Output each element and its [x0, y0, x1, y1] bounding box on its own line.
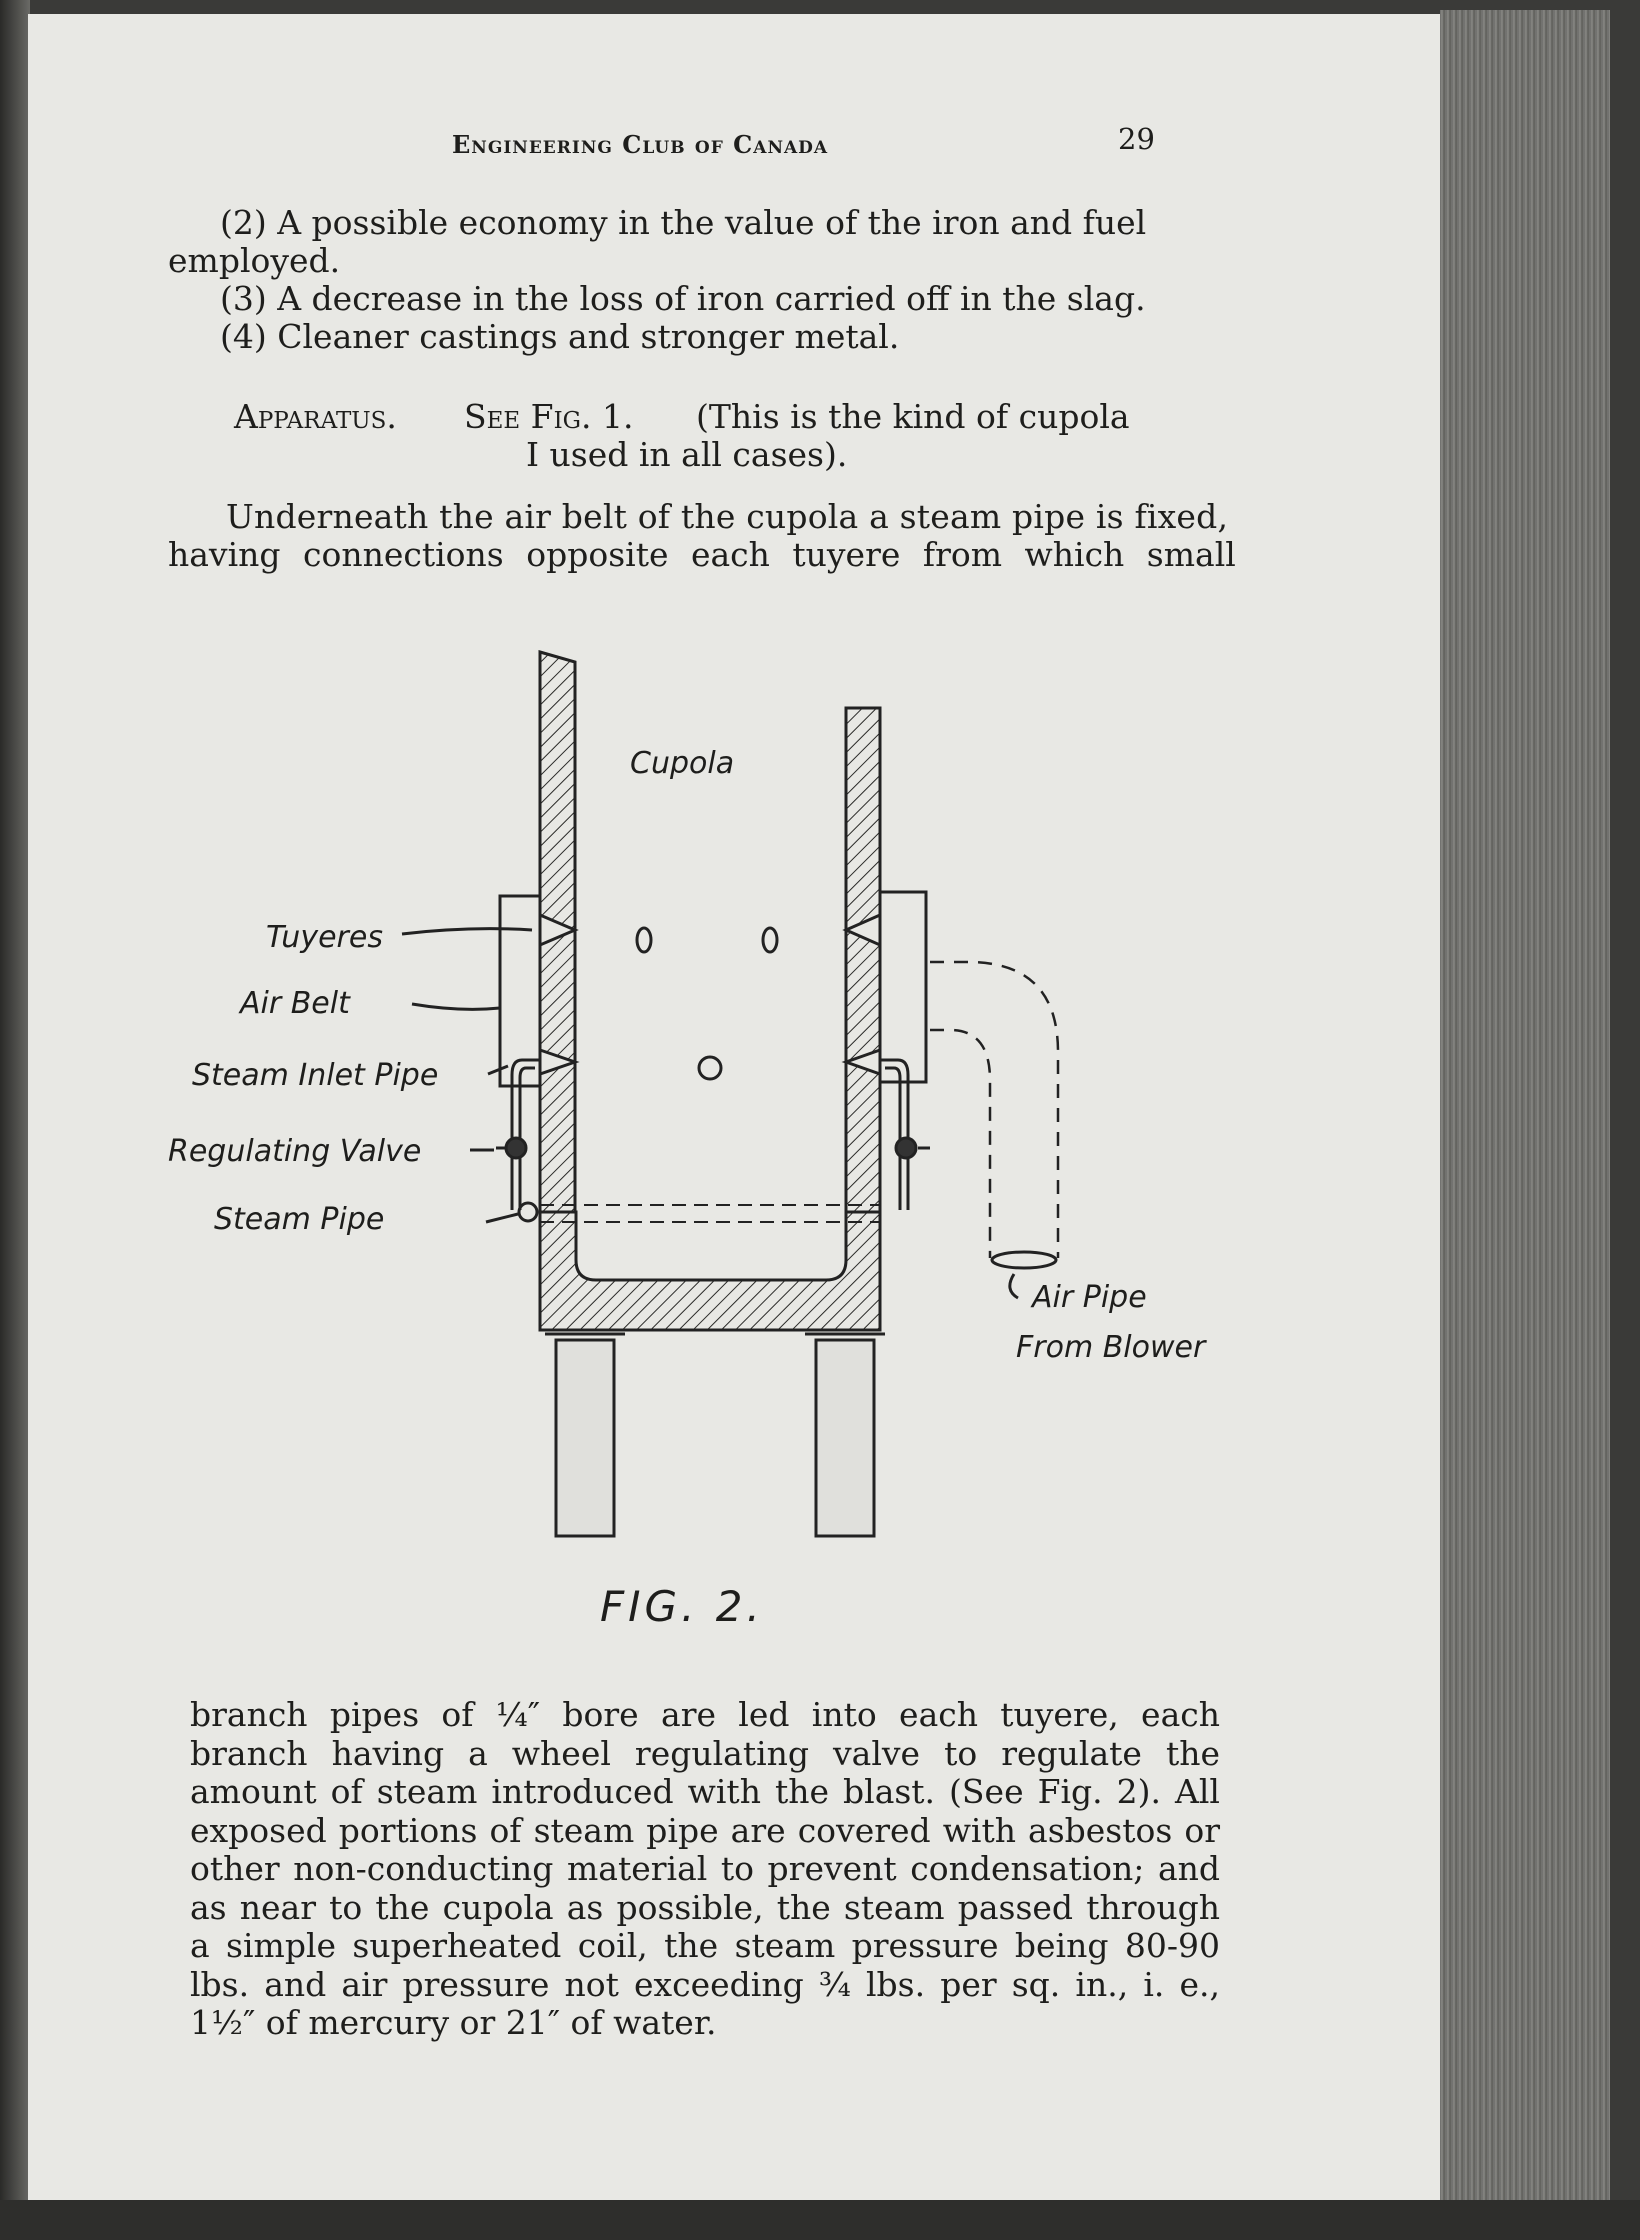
label-tuyeres: Tuyeres: [266, 920, 383, 955]
list-item-2: (2) A possible economy in the value of the iron and fuel employed.: [168, 203, 1147, 280]
paragraph2: branch pipes of ¼″ bore are led into each tuyere, each branch having a wheel regulating valve to regulate the amount of steam introduced with the blast. (See Fig. 2). All exposed portions of steam pipe are covered with asbestos or other non-conducting material to prevent condensation; and as near to the cupola as possible, the steam passed through a simple superheated coil, the steam pressure being 80-90 lbs. and air pressure not exceeding ¾ lbs. per sq. in., i. e., 1½″ of mercury or 21″ of water.: [190, 1695, 1220, 2042]
paragraph1-line2: having connections opposite each tuyere from which small: [168, 535, 1236, 574]
apparatus-note-line1: (This is the kind of cupola: [696, 397, 1130, 436]
list-item-4: (4) Cleaner castings and stronger metal.: [220, 317, 900, 356]
label-from-blower: From Blower: [1016, 1330, 1206, 1365]
left-air-belt: [500, 896, 540, 1086]
apparatus-note-line2: I used in all cases).: [526, 435, 848, 474]
right-air-belt: [880, 892, 926, 1082]
paragraph1-line1: Underneath the air belt of the cupola a steam pipe is fixed,: [226, 497, 1229, 536]
label-regulating-valve: Regulating Valve: [168, 1134, 422, 1169]
cupola-right-wall: [846, 708, 880, 1212]
cupola-hearth: [540, 1212, 880, 1330]
list-item-3: (3) A decrease in the loss of iron carried off in the slag.: [220, 279, 1146, 318]
apparatus-label: Apparatus.: [234, 397, 397, 436]
right-leg: [816, 1340, 874, 1536]
air-pipe-dashed: [930, 962, 1058, 1258]
left-steam-inlet-pipe: [512, 1060, 540, 1210]
label-steam-inlet-pipe: Steam Inlet Pipe: [192, 1058, 439, 1093]
apparatus-see-fig: See Fig. 1.: [464, 397, 634, 436]
left-leg: [556, 1340, 614, 1536]
label-air-belt: Air Belt: [240, 986, 350, 1021]
label-cupola: Cupola: [630, 746, 735, 781]
figure-caption: FIG. 2.: [600, 1582, 764, 1631]
page-number: 29: [1118, 122, 1155, 156]
label-air-pipe: Air Pipe: [1032, 1280, 1147, 1315]
running-header: Engineering Club of Canada: [452, 130, 829, 159]
label-steam-pipe: Steam Pipe: [214, 1202, 385, 1237]
